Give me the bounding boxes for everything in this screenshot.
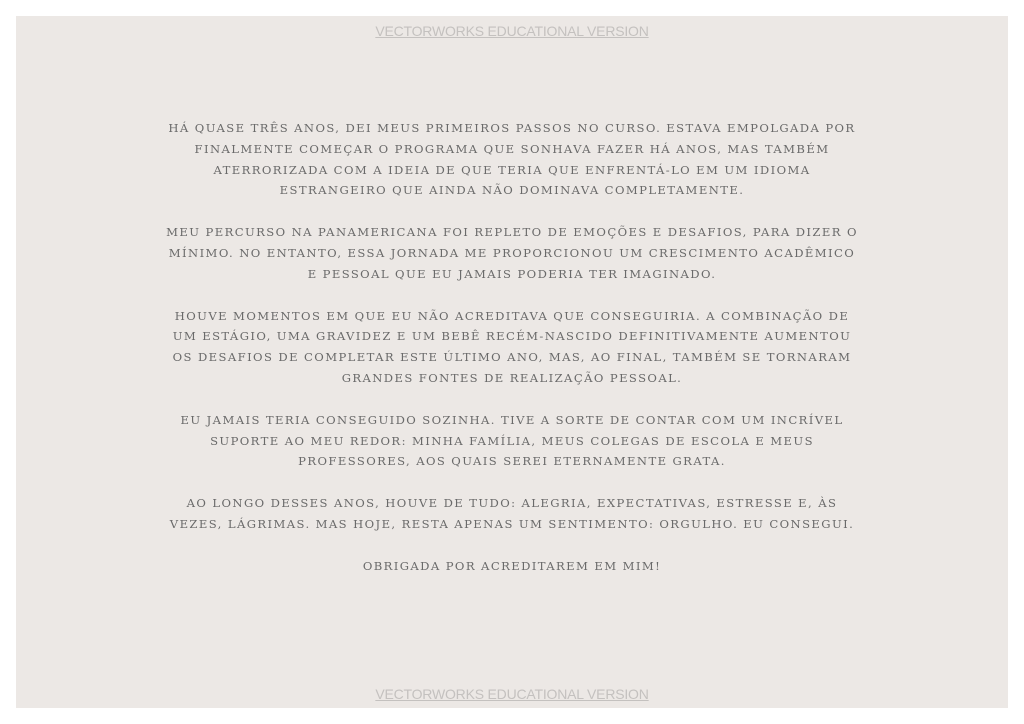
watermark-bottom: VECTORWORKS EDUCATIONAL VERSION <box>375 686 649 702</box>
paragraph-thanks: OBRIGADA POR ACREDITAREM EM MIM! <box>362 558 662 573</box>
paragraph-reflection: AO LONGO DESSES ANOS, HOUVE DE TUDO: ALEGRIA, EXPECTATIVAS, ESTRESSE E, ÀS VEZES, LÁGRIMAS. MAS HOJE, RESTA APENAS UM SENTIMENTO: ORGULHO. EU CONSEGUI. <box>169 496 855 531</box>
paragraph-challenges: HOUVE MOMENTOS EM QUE EU NÃO ACREDITAVA QUE CONSEGUIRIA. A COMBINAÇÃO DE UM ESTÁGIO, UMA GRAVIDEZ E UM BEBÊ RECÉM-NASCIDO DEFINITIVAMENTE AUMENTOU OS DESAFIOS DE COMPLETAR ESTE ÚLTIMO ANO, MAS, AO FINAL, TAMBÉM SE TORNARAM GRANDES FONTES DE REALIZAÇÃO PESSOAL. <box>172 308 852 385</box>
paragraph-journey: MEU PERCURSO NA PANAMERICANA FOI REPLETO DE EMOÇÕES E DESAFIOS, PARA DIZER O MÍNIMO. NO ENTANTO, ESSA JORNADA ME PROPORCIONOU UM CRESCIMENTO ACADÊMICO E PESSOAL QUE EU JAMAIS PODERIA TER IMAGINADO. <box>166 225 858 281</box>
document-page <box>16 16 1008 708</box>
paragraph-intro: HÁ QUASE TRÊS ANOS, DEI MEUS PRIMEIROS PASSOS NO CURSO. ESTAVA EMPOLGADA POR FINALMENTE COMEÇAR O PROGRAMA QUE SONHAVA FAZER HÁ ANOS, MAS TAMBÉM ATERRORIZADA COM A IDEIA DE QUE TERIA QUE ENFRENTÁ-LO EM UM IDIOMA ESTRANGEIRO QUE AINDA NÃO DOMINAVA COMPLETAMENTE. <box>168 121 856 198</box>
paragraph-support: EU JAMAIS TERIA CONSEGUIDO SOZINHA. TIVE A SORTE DE CONTAR COM UM INCRÍVEL SUPORTE AO MEU REDOR: MINHA FAMÍLIA, MEUS COLEGAS DE ESCOLA E MEUS PROFESSORES, AOS QUAIS SEREI ETERNAMENTE GRATA. <box>180 412 844 469</box>
watermark-top: VECTORWORKS EDUCATIONAL VERSION <box>375 23 649 39</box>
letter-body <box>166 118 858 598</box>
